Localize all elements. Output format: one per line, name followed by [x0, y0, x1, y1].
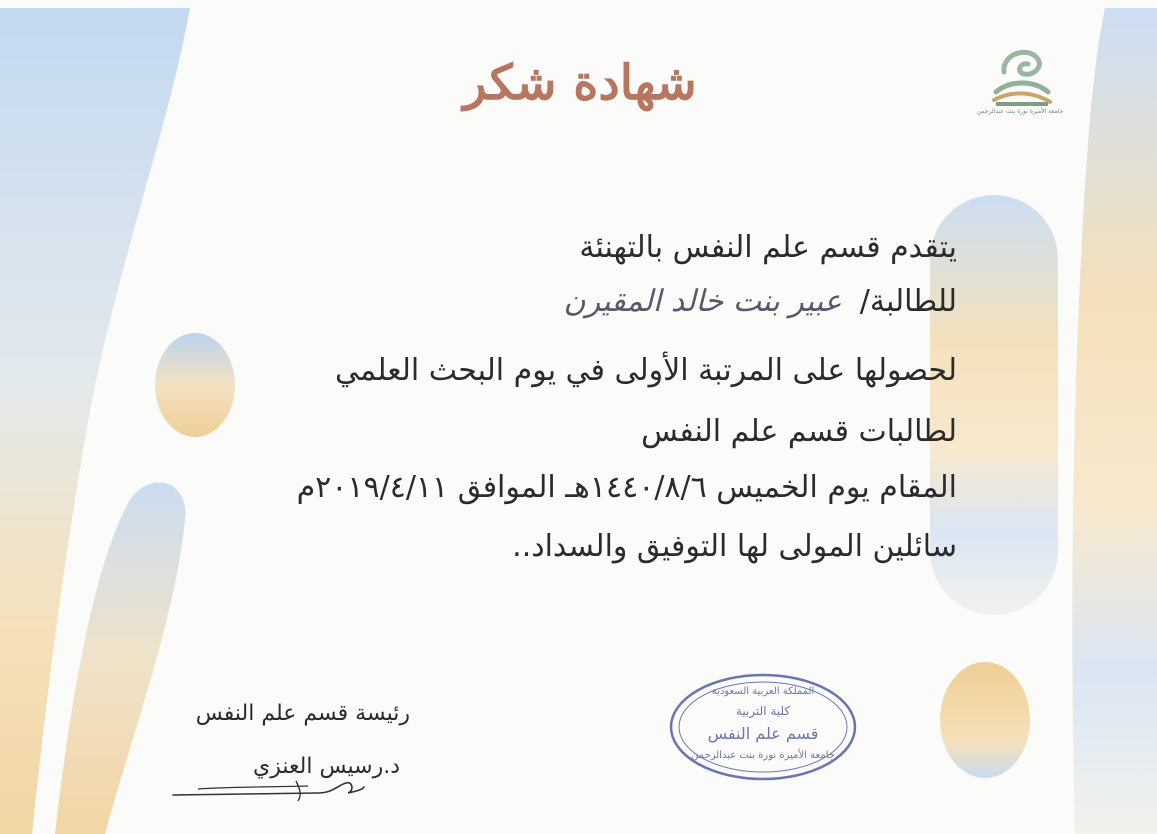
achievement-line: لحصولها على المرتبة الأولى في يوم البحث العلمي: [334, 353, 957, 388]
date-line: المقام يوم الخميس ١٤٤٠/٨/٦هـ الموافق ٢٠١٩/٤/١١م: [296, 470, 957, 505]
wishes-line: سائلين المولى لها التوفيق والسداد..: [512, 529, 957, 564]
congratulation-line: يتقدم قسم علم النفس بالتهنئة: [579, 230, 957, 265]
stamp-university: جامعة الأميرة نورة بنت عبدالرحمن: [691, 750, 835, 761]
stamp-country: المملكة العربية السعودية: [711, 686, 815, 697]
recipient-name: عبير بنت خالد المقيرن: [563, 284, 842, 319]
signatory-title: رئيسة قسم علم النفس: [195, 701, 410, 726]
handwritten-signature: [168, 775, 368, 805]
department-line: لطالبات قسم علم النفس: [641, 414, 957, 449]
certificate-title: شهادة شكر: [463, 55, 697, 111]
signatory-name: د.رسيس العنزي: [253, 754, 400, 779]
stamp-college: كلية التربية: [735, 704, 791, 718]
recipient-label: للطالبة/: [859, 284, 957, 319]
stamp-department: قسم علم النفس: [707, 724, 819, 743]
official-stamp: [668, 672, 858, 782]
logo-caption: جامعة الأميرة نورة بنت عبدالرحمن: [976, 108, 1064, 115]
recipient-line: [564, 282, 957, 322]
